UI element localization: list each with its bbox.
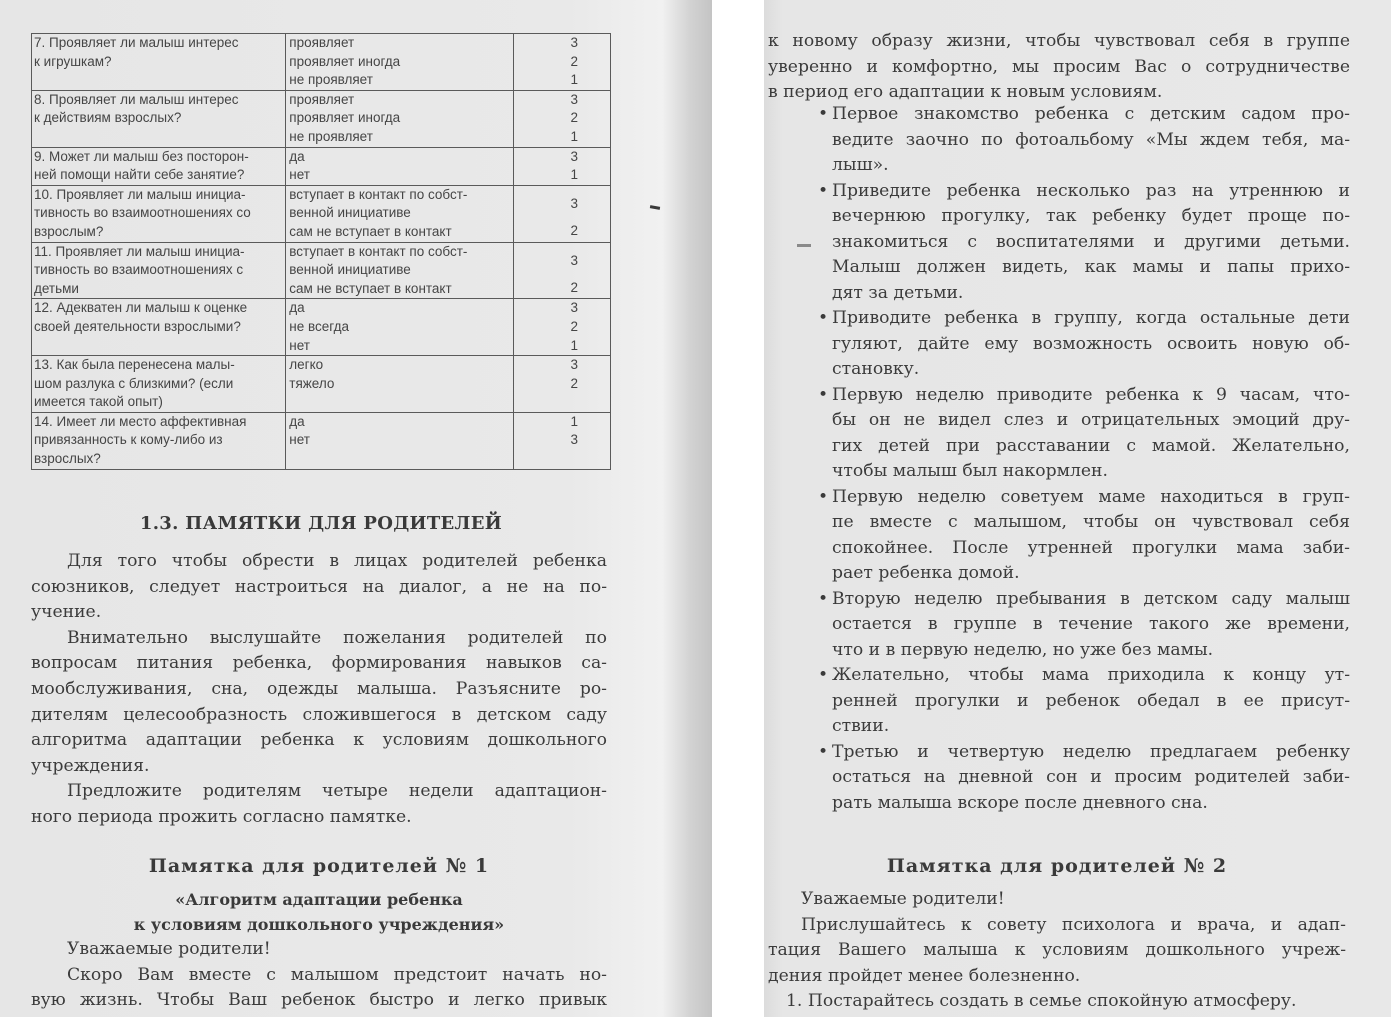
bullet-item: • Приводите ребенка в группу, когда остальные дети гуляют, дайте ему возможность освоить новую об- становку. [818,308,1350,379]
score-cell: 3 2 1 [513,90,610,147]
adaptation-bullet-list [818,102,1350,816]
score-cell: 1 3 [513,412,610,469]
answer-cell: проявляет проявляет иногда не проявляет [286,90,513,147]
table-row [32,34,611,91]
answer-cell: легко тяжело [286,356,513,413]
answer-cell: да нет [286,412,513,469]
bullet-icon: • [818,741,829,762]
answer-cell: вступает в контакт по собст- венной инициативе сам не вступает в контакт [286,242,513,299]
score-cell: 3 2 [513,242,610,299]
table-row [32,356,611,413]
continuation-text: к новому образу жизни, чтобы чувствовал себя в группе уверенно и комфортно, мы просим Вас о сотрудничестве в период его адаптации к новым условиям. [768,31,1350,103]
table-row [32,299,611,356]
memo1-body: Уважаемые родители! Скоро Вам вместе с малышом предстоит начать но- вую жизнь. Чтобы Ваш ребенок быстро и легко привык [31,939,607,1011]
memo1-subtitle-line2: к условиям дошкольного учреждения» [133,915,505,934]
questionnaire-table [31,33,611,470]
memo2-numbered-item: 1. Постарайтесь создать в семье спокойную атмосферу. [786,991,1297,1012]
score-cell: 3 2 [513,356,610,413]
question-cell: 8. Проявляет ли малыш интерес к действиям взрослых? [32,90,286,147]
question-cell: 14. Имеет ли место аффективная привязанность к кому-либо из взрослых? [32,412,286,469]
bullet-icon: • [818,180,829,201]
score-cell: 3 2 1 [513,299,610,356]
bullet-icon: • [818,588,829,609]
bullet-item: • Желательно, чтобы мама приходила к концу ут- ренней прогулки и ребенок обедал в ее присут- ствии. [818,665,1350,736]
book-gutter [712,0,764,1017]
answer-cell: да не всегда нет [286,299,513,356]
bullet-item: • Первую неделю приводите ребенка к 9 часам, что- бы он не видел слез и отрицательных эмоций дру- гих детей при расставании с мамой. Желательно, чтобы малыш был накормлен. [818,384,1350,481]
answer-cell: проявляет проявляет иногда не проявляет [286,34,513,91]
question-cell: 12. Адекватен ли малыш к оценке своей деятельности взрослыми? [32,299,286,356]
table-row [32,412,611,469]
memo1-subtitle-line1: «Алгоритм адаптации ребенка [175,890,463,909]
memo2-body: Уважаемые родители! Прислушайтесь к совету психолога и врача, и адап- тация Вашего малыша к условиям дошкольного учреж- дения пройдет менее болезненно. 1. Постарайтесь создать в семье спокойную атмосферу. [768,887,1346,1015]
memo1-greeting: Уважаемые родители! [67,939,271,959]
score-cell: 3 1 [513,147,610,185]
bullet-icon: • [818,104,829,124]
bullet-icon: • [818,384,829,405]
memo1-title: Памятка для родителей № 1 [148,855,490,877]
memo2-greeting: Уважаемые родители! [801,889,1005,909]
question-cell: 10. Проявляет ли малыш инициа- тивность во взаимоотношениях со взрослым? [32,185,286,242]
bullet-icon: • [818,486,829,507]
question-cell: 13. Как была перенесена малы- шом разлука с близкими? (если имеется такой опыт) [32,356,286,413]
score-cell: 3 2 [513,185,610,242]
bullet-icon: • [818,308,829,328]
scan-speck [797,244,811,247]
intro-paragraph-3: Предложите родителям четыре недели адаптацион- ного периода прожить согласно памятке. [31,781,607,827]
question-cell: 7. Проявляет ли малыш интерес к игрушкам? [32,34,286,91]
table-row [32,185,611,242]
bullet-item: • Вторую неделю пребывания в детском саду малыш остается в группе в течение такого же времени, что и в первую неделю, но уже без мамы. [818,588,1350,660]
intro-paragraph-1: Для того чтобы обрести в лицах родителей ребенка союзников, следует настроиться на диалог, а не на по- учение. [31,551,607,623]
question-cell: 11. Проявляет ли малыш инициа- тивность во взаимоотношениях с детьми [32,242,286,299]
bullet-item: • Третью и четвертую неделю предлагаем ребенку остаться на дневной сон и просим родителей заби- рать малыша вскоре после дневного сна. [818,741,1350,813]
table-row [32,90,611,147]
score-cell: 3 2 1 [513,34,610,91]
table-row [32,242,611,299]
answer-cell: вступает в контакт по собст- венной инициативе сам не вступает в контакт [286,185,513,242]
question-cell: 9. Может ли малыш без посторон- ней помощи найти себе занятие? [32,147,286,185]
section-heading: 1.3. ПАМЯТКИ ДЛЯ РОДИТЕЛЕЙ [139,513,503,534]
bullet-item: • Приведите ребенка несколько раз на утреннюю и вечернюю прогулку, так ребенку будет проще по- знакомиться с воспитателями и другими детьми. Малыш должен видеть, как мамы и папы прихо- дят за детьми. [818,180,1350,303]
intro-paragraph-2: Внимательно выслушайте пожелания родителей по вопросам питания ребенка, формирования навыков са- мообслуживания, сна, одежды малыша. Разъясните ро- дителям целесообразность сложившегося в детском саду алгоритма адаптации ребенка к условиям дошкольного учреждения. [31,627,607,776]
memo2-title: Памятка для родителей № 2 [886,855,1228,877]
answer-cell: да нет [286,147,513,185]
bullet-icon: • [818,665,829,685]
intro-text [31,549,607,831]
bullet-item: • Первую неделю советуем маме находиться в груп- пе вместе с малышом, чтобы он чувствовал себя спокойнее. После утренней прогулки мама заби- рает ребенка домой. [818,486,1350,583]
bullet-item: • Первое знакомство ребенка с детским садом про- ведите заочно по фотоальбому «Мы ждем тебя, ма- лыш». [818,104,1350,175]
table-row [32,147,611,185]
